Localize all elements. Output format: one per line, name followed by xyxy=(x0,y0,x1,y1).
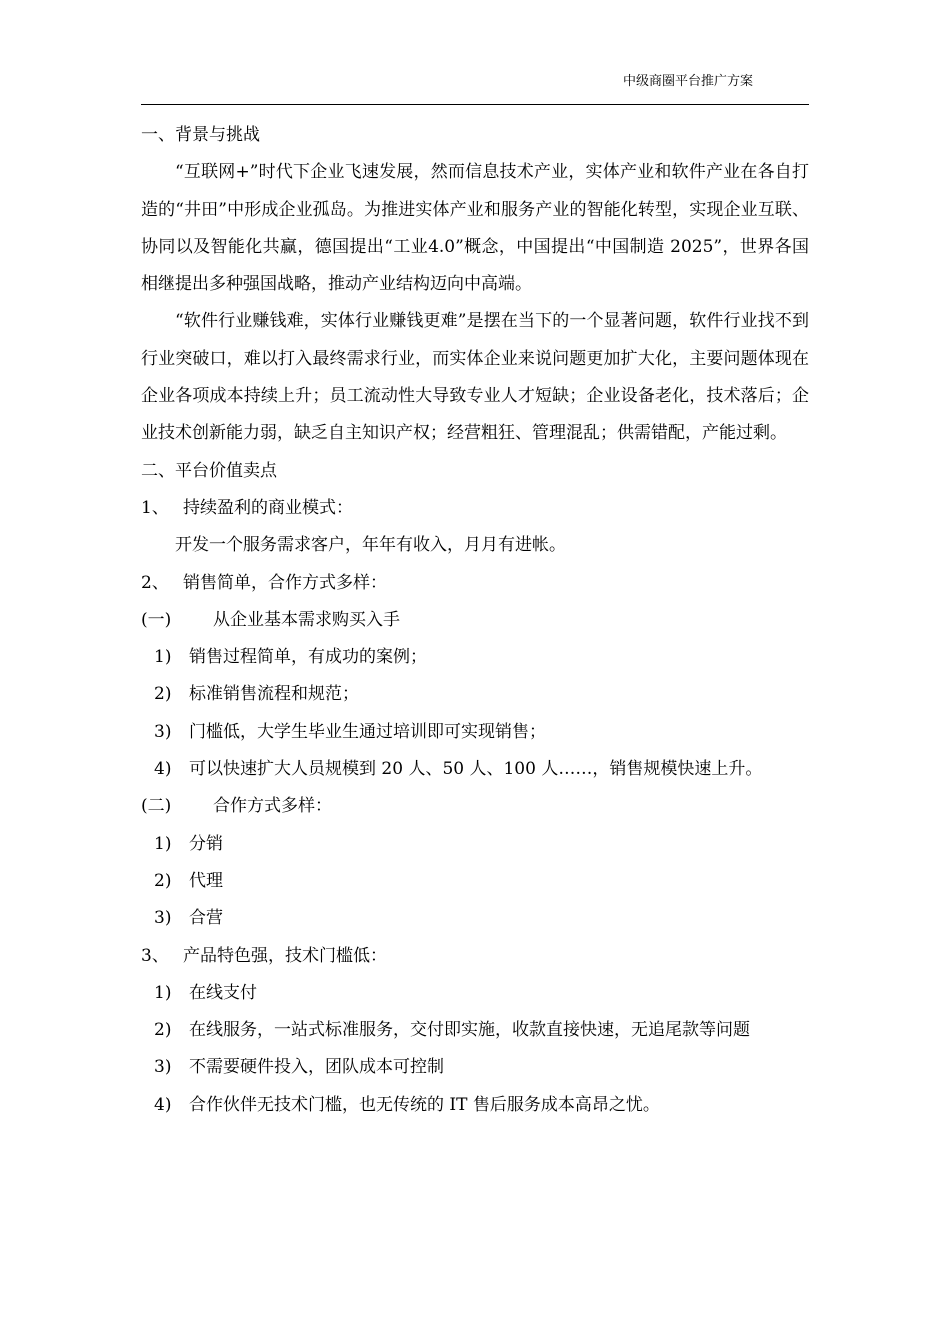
item-text: 不需要硬件投入，团队成本可控制 xyxy=(189,1057,444,1078)
list-heading xyxy=(141,938,809,975)
document-body xyxy=(141,117,809,1124)
item-number: 3) xyxy=(154,721,172,742)
section-heading: 二、平台价值卖点 xyxy=(141,460,277,481)
sub-heading xyxy=(141,602,809,639)
list-item xyxy=(141,1049,809,1086)
section-heading: 一、背景与挑战 xyxy=(141,125,260,145)
item-text: 销售过程简单，有成功的案例； xyxy=(189,647,427,668)
list-item xyxy=(141,714,809,751)
item-text: 分销 xyxy=(189,833,223,854)
list-item xyxy=(141,863,809,900)
item-number: 2) xyxy=(154,684,172,705)
item-text: 在线支付 xyxy=(189,982,257,1003)
paragraph: “互联网+”时代下企业飞速发展，然而信息技术产业，实体产业和软件产业在各自打造的“井田”中形成企业孤岛。为推进实体产业和服务产业的智能化转型，实现企业互联、协同以及智能化共赢，德国提出“工业4.0”概念，中国提出“中国制造 2025”，世界各国相继提出多种强国战略，推动产业结构迈向中高端。 xyxy=(141,162,809,295)
list-item xyxy=(141,751,809,788)
running-header: 中级商圈平台推广方案 xyxy=(623,74,754,89)
item-text: 在线服务，一站式标准服务，交付即实施，收款直接快速，无追尾款等问题 xyxy=(189,1020,750,1041)
sub-heading-text: 合作方式多样： xyxy=(213,796,332,817)
list-number: 3、 xyxy=(141,945,169,966)
item-description: 开发一个服务需求客户，年年有收入，月月有进帐。 xyxy=(175,535,566,556)
list-item xyxy=(141,1012,809,1049)
item-text: 代理 xyxy=(189,870,223,891)
item-number: 4) xyxy=(154,1094,172,1115)
item-text: 门槛低，大学生毕业生通过培训即可实现销售； xyxy=(189,721,546,742)
paragraph: “软件行业赚钱难，实体行业赚钱更难”是摆在当下的一个显著问题，软件行业找不到行业突破口，难以打入最终需求行业，而实体企业来说问题更加扩大化，主要问题体现在企业各项成本持续上升；员工流动性大导致专业人才短缺；企业设备老化，技术落后；企业技术创新能力弱，缺乏自主知识产权；经营粗狂、管理混乱；供需错配，产能过剩。 xyxy=(141,311,809,444)
header-divider xyxy=(141,104,809,105)
sub-number: (一) xyxy=(141,609,172,630)
item-number: 1) xyxy=(154,647,172,668)
item-text: 可以快速扩大人员规模到 20 人、50 人、100 人……，销售规模快速上升。 xyxy=(189,759,763,780)
item-text: 合营 xyxy=(189,908,223,929)
sub-heading xyxy=(141,788,809,825)
item-number: 3) xyxy=(154,908,172,929)
list-number: 1、 xyxy=(141,497,169,518)
list-heading-text: 销售简单，合作方式多样： xyxy=(183,572,387,593)
list-item xyxy=(141,900,809,937)
list-heading xyxy=(141,565,809,602)
sub-heading-text: 从企业基本需求购买入手 xyxy=(213,609,400,630)
list-item xyxy=(141,676,809,713)
list-heading-text: 产品特色强，技术门槛低： xyxy=(183,945,387,966)
item-number: 3) xyxy=(154,1057,172,1078)
item-number: 2) xyxy=(154,870,172,891)
item-number: 2) xyxy=(154,1020,172,1041)
item-text: 合作伙伴无技术门槛，也无传统的 IT 售后服务成本高昂之忧。 xyxy=(189,1094,660,1115)
item-number: 1) xyxy=(154,982,172,1003)
list-item xyxy=(141,1087,809,1124)
list-item xyxy=(141,975,809,1012)
list-heading xyxy=(141,490,809,527)
item-number: 1) xyxy=(154,833,172,854)
list-item xyxy=(141,826,809,863)
sub-number: (二) xyxy=(141,796,172,817)
list-heading-text: 持续盈利的商业模式： xyxy=(183,497,353,518)
list-item xyxy=(141,639,809,676)
item-number: 4) xyxy=(154,759,172,780)
item-text: 标准销售流程和规范； xyxy=(189,684,359,705)
list-number: 2、 xyxy=(141,572,169,593)
